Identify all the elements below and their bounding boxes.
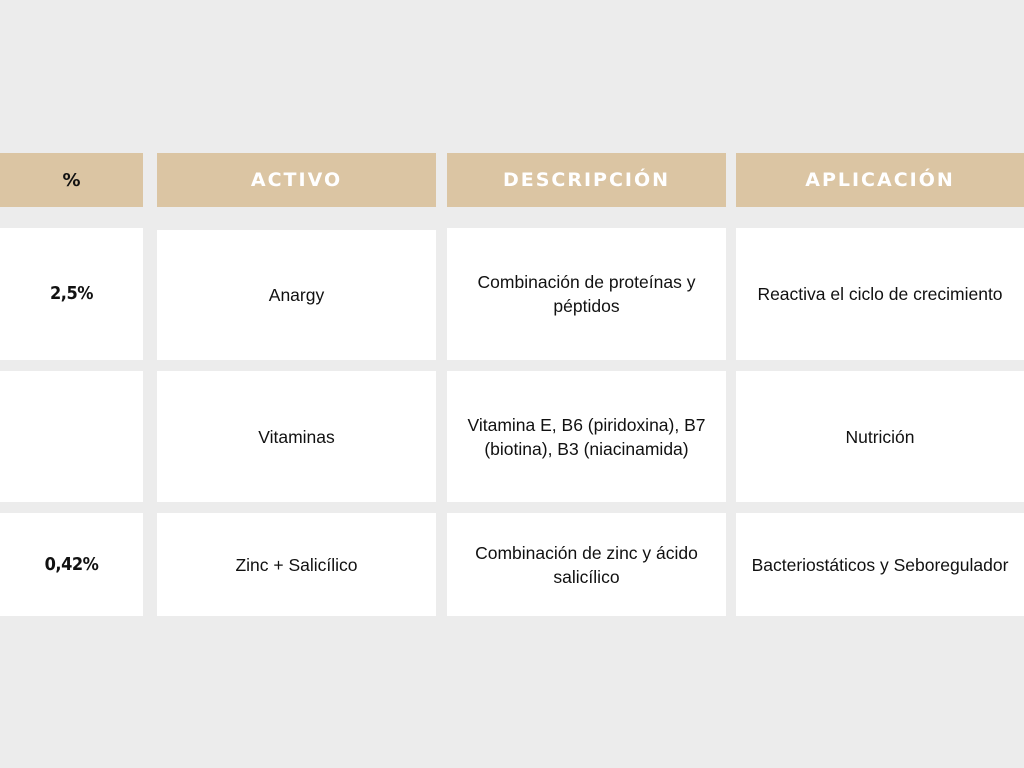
row-1-descripcion-text: Combinación de proteínas y péptidos [477,272,696,316]
header-descripcion: DESCRIPCIÓN [447,153,726,207]
row-3-activo: Zinc + Salicílico [157,513,436,616]
row-2-activo: Vitaminas [157,371,436,502]
header-activo: ACTIVO [157,153,436,207]
row-2-aplicacion: Nutrición [736,371,1024,502]
row-1-aplicacion: Reactiva el ciclo de crecimiento [736,228,1024,360]
row-3-percent: 0,42% [0,513,143,616]
row-3-descripcion-text: Combinación de zinc y ácido salicílico [475,542,698,587]
row-3-aplicacion-text: Bacteriostáticos y Seboregulador [751,554,1009,575]
row-1-percent: 2,5% [0,228,143,360]
row-2-percent [0,371,143,502]
header-percent: % [0,153,143,207]
row-1-activo: Anargy [157,230,436,360]
row-2-descripcion [447,371,726,502]
row-1-descripcion [447,228,726,360]
row-3-descripcion [447,513,726,616]
header-aplicacion: APLICACIÓN [736,153,1024,207]
row-3-aplicacion [736,513,1024,616]
row-2-descripcion-text: Vitamina E, B6 (piridoxina), B7 (biotina), B3 (niacinamida) [467,414,706,459]
